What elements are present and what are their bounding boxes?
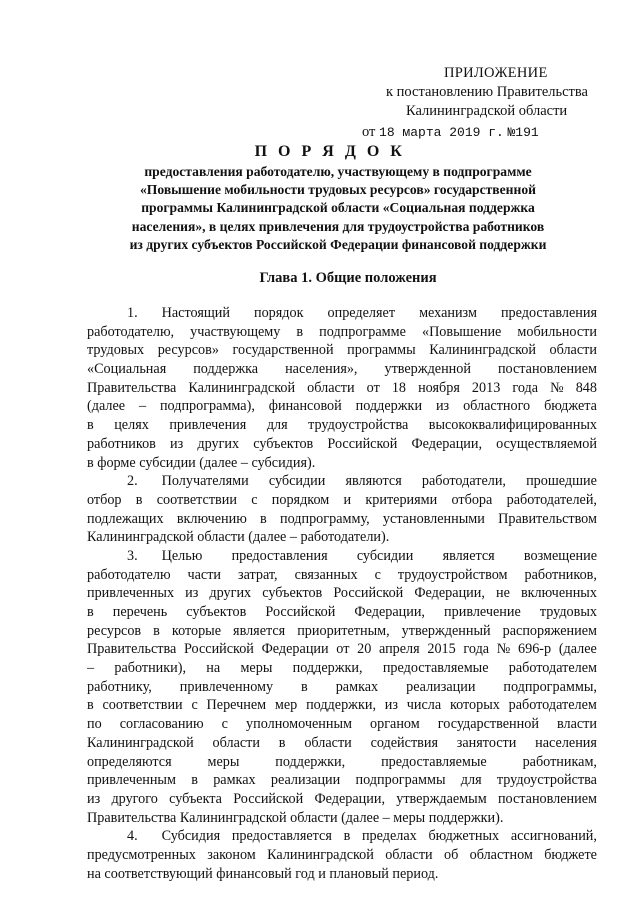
paragraph-number: 3. (127, 547, 138, 564)
appendix-number-prefix: № (507, 125, 516, 140)
paragraph-line (87, 304, 597, 323)
paragraph-text: подлежащих включению в подпрограмму, установленными Правительством (87, 510, 597, 527)
paragraph-line (87, 510, 597, 529)
subtitle-line: из других субъектов Российской Федерации финансовой поддержки (129, 236, 547, 252)
paragraph-text: Целью предоставления субсидии является возмещение (161, 547, 597, 564)
appendix-title: ПРИЛОЖЕНИЕ (444, 65, 548, 81)
paragraph-line (87, 622, 597, 641)
appendix-header (360, 64, 610, 142)
paragraph-text: Правительства Калининградской области (далее – меры поддержки). (87, 809, 504, 826)
document-body (87, 304, 597, 883)
paragraph-text: отбор в соответствии с порядком и критериями отбора работодателей, (87, 491, 597, 508)
paragraph-line (87, 472, 597, 491)
paragraph-line (87, 790, 597, 809)
paragraph-line (87, 379, 597, 398)
paragraph-text: по согласованию с уполномоченным органом государственной власти (87, 716, 597, 733)
paragraph-text: ресурсов в которые является приоритетным, утвержденный распоряжением (87, 622, 597, 639)
paragraph-line (87, 603, 597, 622)
document-title: П О Р Я Д О К (254, 143, 406, 160)
paragraph-text: в соответствии с Перечнем мер поддержки, из числа которых работодателем (87, 697, 597, 714)
paragraph-text: привлеченных из других субъектов Российской Федерации, не включенных (87, 585, 597, 602)
paragraph-2 (87, 472, 597, 547)
subtitle-line: предоставления работодателю, участвующему в подпрограмме (144, 164, 532, 179)
paragraph-number: 2. (127, 473, 138, 490)
paragraph-text: работников из других субъектов Российской Федерации, осуществляемой (87, 435, 597, 452)
paragraph-line (87, 696, 597, 715)
subtitle-line: населения», в целях привлечения для трудоустройства работников (131, 218, 545, 234)
appendix-date-line (360, 123, 610, 142)
paragraph-text: работнику, привлеченному в рамках реализации подпрограммы, (87, 678, 597, 695)
paragraph-text: Получателями субсидии являются работодатели, прошедшие (161, 473, 597, 490)
paragraph-text: (далее – подпрограмма), финансовой поддержки из областного бюджета (87, 398, 597, 415)
paragraph-line (87, 566, 597, 585)
paragraph-line (87, 454, 597, 473)
paragraph-text: трудовых ресурсов» государственной программы Калининградской области (87, 342, 597, 359)
paragraph-number: 4. (127, 828, 138, 845)
appendix-date-prefix: от (362, 124, 376, 140)
chapter-heading: Глава 1. Общие положения (259, 270, 437, 286)
appendix-reference: к постановлению Правительства (386, 84, 588, 100)
paragraph-text: Настоящий порядок определяет механизм предоставления (161, 305, 597, 321)
paragraph-text: Калининградской области в области содействия занятости населения (87, 734, 597, 751)
paragraph-text: «Социальная поддержка населения», утвержденной постановлением (87, 361, 597, 378)
paragraph-text: Калининградской области (далее – работодатели). (87, 529, 390, 546)
paragraph-line (87, 678, 597, 697)
paragraph-line (87, 865, 597, 884)
paragraph-line (87, 397, 597, 416)
paragraph-text: в перечень субъектов Российской Федерации, привлечение трудовых (87, 604, 597, 620)
subtitle-line: программы Калининградской области «Социальная поддержка (141, 200, 535, 216)
paragraph-text: Субсидия предоставляется в пределах бюджетных ассигнований, (161, 828, 597, 845)
paragraph-line (87, 659, 597, 678)
appendix-date: 18 марта 2019 г. (379, 125, 504, 140)
paragraph-line (87, 846, 597, 865)
paragraph-text: привлеченным в рамках реализации подпрограммы для трудоустройства (87, 772, 597, 789)
paragraph-line (87, 547, 597, 566)
paragraph-line (87, 341, 597, 360)
paragraph-text: работодателю, участвующему в подпрограмме «Повышение мобильности (87, 323, 597, 340)
paragraph-line (87, 491, 597, 510)
paragraph-line (87, 827, 597, 846)
paragraph-line (87, 771, 597, 790)
paragraph-text: Правительства Калининградской области от 18 ноября 2013 года № 848 (87, 379, 597, 396)
paragraph-line (87, 323, 597, 342)
paragraph-text: Правительства Российской Федерации от 20 апреля 2015 года № 696-р (далее (87, 641, 597, 658)
document-subtitle (88, 163, 588, 254)
paragraph-text: определяются меры поддержки, предоставляемые работникам, (87, 753, 597, 770)
paragraph-text: работодателю части затрат, связанных с трудоустройством работников, (87, 566, 597, 583)
paragraph-text: из другого субъекта Российской Федерации, утверждаемым постановлением (87, 790, 597, 807)
paragraph-4 (87, 827, 597, 883)
paragraph-number: 1. (127, 305, 138, 321)
subtitle-line: «Повышение мобильности трудовых ресурсов» государственной (140, 182, 536, 198)
paragraph-line (87, 753, 597, 772)
paragraph-line (87, 416, 597, 435)
paragraph-1 (87, 304, 597, 472)
paragraph-line (87, 640, 597, 659)
paragraph-text: в целях привлечения для трудоустройства высококвалифицированных (87, 417, 597, 434)
paragraph-line (87, 715, 597, 734)
paragraph-text: предусмотренных законом Калининградской области об областном бюджете (87, 846, 597, 863)
appendix-number: 191 (515, 125, 539, 140)
paragraph-line (87, 528, 597, 547)
paragraph-text: на соответствующий финансовый год и плановый период. (87, 865, 439, 882)
paragraph-text: в форме субсидии (далее – субсидия). (87, 454, 316, 471)
paragraph-line (87, 435, 597, 454)
appendix-region: Калининградской области (406, 103, 568, 119)
paragraph-3 (87, 547, 597, 827)
paragraph-line (87, 360, 597, 379)
paragraph-line (87, 809, 597, 828)
paragraph-text: – работники), на меры поддержки, предоставляемые работодателем (87, 660, 597, 677)
paragraph-line (87, 584, 597, 603)
paragraph-line (87, 734, 597, 753)
